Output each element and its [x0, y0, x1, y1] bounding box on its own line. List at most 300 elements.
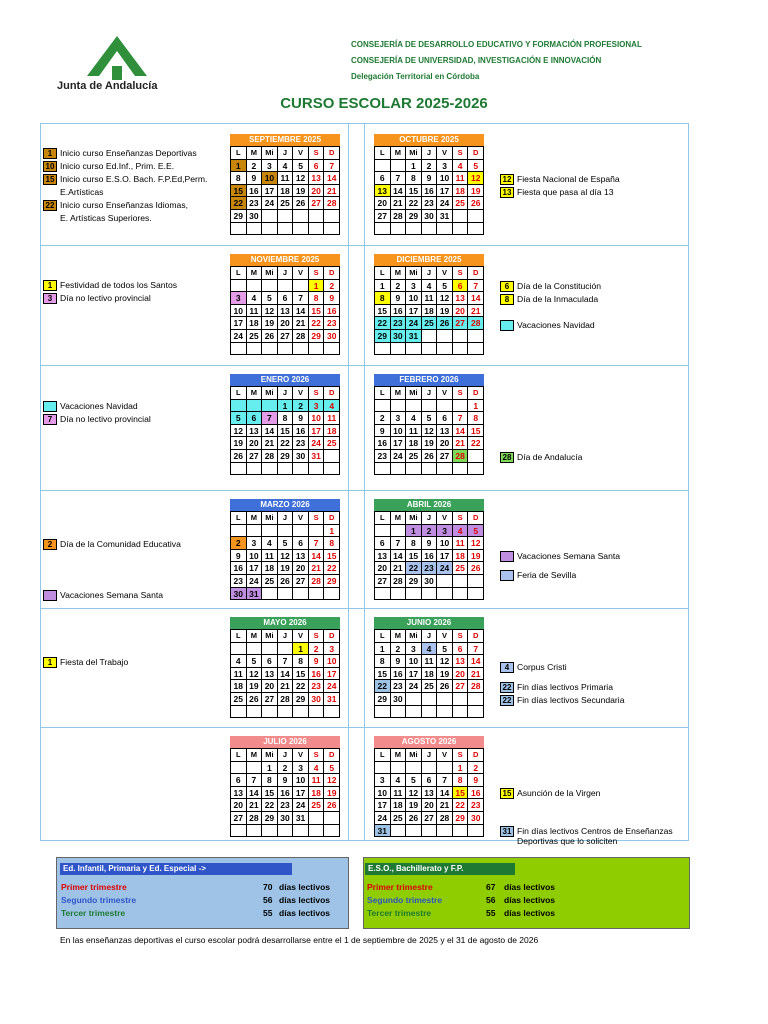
- day-cell: 24: [231, 330, 247, 343]
- empty-day: [468, 210, 484, 223]
- day-cell: 9: [324, 292, 340, 305]
- day-cell: 27: [262, 693, 278, 706]
- day-cell: 1: [278, 400, 294, 413]
- legend-swatch: 31: [500, 826, 514, 837]
- day-cell: 10: [231, 305, 247, 318]
- weekday-header: J: [278, 387, 294, 400]
- legend-swatch: 10: [43, 161, 57, 172]
- month-grid: [374, 511, 484, 600]
- month-grid: [374, 748, 484, 837]
- empty-day: [309, 463, 325, 476]
- day-cell: 3: [262, 160, 278, 173]
- empty-day: [422, 463, 438, 476]
- empty-day: [437, 762, 453, 775]
- empty-day: [468, 330, 484, 343]
- day-cell: 27: [375, 575, 391, 588]
- day-cell: 4: [231, 655, 247, 668]
- day-cell: 28: [247, 812, 263, 825]
- day-cell: 19: [324, 787, 340, 800]
- day-cell: 7: [468, 280, 484, 293]
- day-cell: 28: [324, 197, 340, 210]
- empty-day: [231, 762, 247, 775]
- day-cell: 14: [453, 425, 469, 438]
- empty-day: [231, 223, 247, 236]
- day-cell: 6: [422, 774, 438, 787]
- day-cell: 6: [293, 537, 309, 550]
- day-cell: 5: [406, 774, 422, 787]
- weekday-header: D: [324, 387, 340, 400]
- day-cell: 27: [278, 330, 294, 343]
- day-cell: 29: [278, 450, 294, 463]
- month-grid: [374, 386, 484, 475]
- empty-day: [278, 223, 294, 236]
- empty-day: [324, 588, 340, 601]
- legend-text: Día de la Comunidad Educativa: [60, 539, 181, 549]
- summary-box-secondary: [363, 857, 690, 929]
- day-cell: 19: [422, 437, 438, 450]
- day-cell: 7: [391, 172, 407, 185]
- empty-day: [278, 643, 294, 656]
- weekday-header: J: [278, 512, 294, 525]
- weekday-header: Mi: [262, 749, 278, 762]
- month-grid: [230, 629, 340, 718]
- day-cell: 14: [309, 550, 325, 563]
- day-cell: 18: [453, 185, 469, 198]
- day-cell: 1: [375, 280, 391, 293]
- empty-day: [262, 588, 278, 601]
- day-cell: 13: [278, 305, 294, 318]
- day-cell: 5: [278, 537, 294, 550]
- weekday-header: V: [437, 630, 453, 643]
- day-cell: 17: [324, 668, 340, 681]
- day-cell: 30: [293, 450, 309, 463]
- day-cell: 9: [293, 412, 309, 425]
- day-cell: 13: [375, 185, 391, 198]
- day-cell: 20: [437, 437, 453, 450]
- weekday-header: Mi: [262, 147, 278, 160]
- day-cell: 15: [453, 787, 469, 800]
- legend-text: Día de Andalucía: [517, 452, 583, 462]
- day-cell: 20: [278, 317, 294, 330]
- weekday-header: L: [231, 267, 247, 280]
- empty-day: [468, 693, 484, 706]
- day-cell: 10: [437, 537, 453, 550]
- day-cell: 8: [453, 774, 469, 787]
- weekday-header: L: [375, 387, 391, 400]
- day-cell: 5: [468, 525, 484, 538]
- day-cell: 22: [231, 197, 247, 210]
- day-cell: 1: [468, 400, 484, 413]
- empty-day: [453, 400, 469, 413]
- day-cell: 25: [231, 693, 247, 706]
- day-cell: 27: [293, 575, 309, 588]
- legend-text: Fiesta que pasa al día 13: [517, 187, 614, 197]
- legend-text: Asunción de la Virgen: [517, 788, 601, 798]
- empty-day: [247, 280, 263, 293]
- day-cell: 2: [391, 280, 407, 293]
- day-cell: 20: [375, 197, 391, 210]
- empty-day: [391, 160, 407, 173]
- legend-swatch: [43, 590, 57, 601]
- weekday-header: M: [391, 749, 407, 762]
- day-cell: 10: [406, 292, 422, 305]
- day-cell: 25: [406, 450, 422, 463]
- page-title: CURSO ESCOLAR 2025-2026: [280, 95, 488, 112]
- empty-day: [391, 706, 407, 719]
- day-cell: 15: [406, 550, 422, 563]
- weekday-header: S: [453, 387, 469, 400]
- empty-day: [406, 825, 422, 838]
- empty-day: [247, 762, 263, 775]
- empty-day: [406, 693, 422, 706]
- term-label: Primer trimestre: [61, 882, 127, 892]
- weekday-header: Mi: [406, 267, 422, 280]
- day-cell: 24: [391, 450, 407, 463]
- weekday-header: D: [324, 512, 340, 525]
- empty-day: [293, 343, 309, 356]
- day-cell: 9: [422, 172, 438, 185]
- day-cell: 22: [406, 197, 422, 210]
- month-title: OCTUBRE 2025: [374, 134, 484, 146]
- empty-day: [391, 525, 407, 538]
- day-cell: 17: [406, 668, 422, 681]
- empty-day: [247, 463, 263, 476]
- month-title: JULIO 2026: [230, 736, 340, 748]
- day-cell: 19: [231, 437, 247, 450]
- day-cell: 20: [309, 185, 325, 198]
- day-cell: 4: [262, 537, 278, 550]
- empty-day: [278, 463, 294, 476]
- day-cell: 4: [278, 160, 294, 173]
- empty-day: [406, 400, 422, 413]
- empty-day: [262, 825, 278, 838]
- day-cell: 27: [453, 680, 469, 693]
- empty-day: [468, 223, 484, 236]
- day-cell: 19: [468, 550, 484, 563]
- empty-day: [231, 706, 247, 719]
- summary-header-primary: Ed. Infantil, Primaria y Ed. Especial ->: [60, 863, 292, 875]
- day-cell: 22: [406, 562, 422, 575]
- month-calendar: [374, 134, 484, 235]
- month-grid: [230, 511, 340, 600]
- day-cell: 14: [391, 185, 407, 198]
- day-cell: 4: [453, 160, 469, 173]
- day-cell: 28: [278, 693, 294, 706]
- month-title: AGOSTO 2026: [374, 736, 484, 748]
- legend-text: Fin días lectivos Primaria: [517, 682, 613, 692]
- day-cell: 25: [262, 575, 278, 588]
- day-cell: 30: [278, 812, 294, 825]
- empty-day: [309, 825, 325, 838]
- day-cell: 23: [324, 317, 340, 330]
- day-cell: 5: [324, 762, 340, 775]
- day-cell: 20: [247, 437, 263, 450]
- day-cell: 23: [309, 680, 325, 693]
- day-cell: 13: [247, 425, 263, 438]
- month-title: ABRIL 2026: [374, 499, 484, 511]
- empty-day: [309, 588, 325, 601]
- empty-day: [247, 825, 263, 838]
- empty-day: [231, 463, 247, 476]
- day-cell: 3: [406, 280, 422, 293]
- day-cell: 10: [406, 655, 422, 668]
- day-cell: 16: [324, 305, 340, 318]
- term-count: 55: [486, 908, 496, 918]
- empty-day: [375, 588, 391, 601]
- day-cell: 12: [437, 292, 453, 305]
- day-cell: 25: [309, 799, 325, 812]
- day-cell: 13: [262, 668, 278, 681]
- day-cell: 14: [278, 668, 294, 681]
- weekday-header: M: [391, 512, 407, 525]
- empty-day: [324, 463, 340, 476]
- empty-day: [247, 706, 263, 719]
- day-cell: 7: [324, 160, 340, 173]
- day-cell: 23: [468, 799, 484, 812]
- day-cell: 18: [406, 437, 422, 450]
- day-cell: 20: [375, 562, 391, 575]
- empty-day: [375, 343, 391, 356]
- day-cell: 27: [375, 210, 391, 223]
- legend-text: Fin días lectivos Centros de Enseñanzas: [517, 826, 673, 836]
- legend-swatch: 1: [43, 657, 57, 668]
- legend-swatch: 6: [500, 281, 514, 292]
- day-cell: 26: [262, 330, 278, 343]
- day-cell: 16: [231, 562, 247, 575]
- day-cell: 28: [391, 575, 407, 588]
- day-cell: 8: [324, 537, 340, 550]
- day-cell: 30: [391, 693, 407, 706]
- day-cell: 19: [293, 185, 309, 198]
- day-cell: 1: [453, 762, 469, 775]
- day-cell: 22: [262, 799, 278, 812]
- month-grid: [230, 146, 340, 235]
- empty-day: [231, 343, 247, 356]
- day-cell: 4: [309, 762, 325, 775]
- weekday-header: J: [422, 147, 438, 160]
- empty-day: [453, 693, 469, 706]
- empty-day: [293, 463, 309, 476]
- legend-swatch: [43, 401, 57, 412]
- weekday-header: Mi: [406, 512, 422, 525]
- day-cell: 3: [293, 762, 309, 775]
- day-cell: 22: [293, 680, 309, 693]
- day-cell: 28: [453, 450, 469, 463]
- day-cell: 10: [262, 172, 278, 185]
- empty-day: [247, 400, 263, 413]
- day-cell: 17: [437, 185, 453, 198]
- day-cell: 2: [309, 643, 325, 656]
- col-divider: [348, 123, 349, 841]
- day-cell: 21: [453, 437, 469, 450]
- weekday-header: J: [278, 749, 294, 762]
- empty-day: [293, 280, 309, 293]
- weekday-header: M: [247, 147, 263, 160]
- day-cell: 21: [437, 799, 453, 812]
- legend-text: Día de la Inmaculada: [517, 294, 599, 304]
- day-cell: 11: [262, 550, 278, 563]
- day-cell: 18: [422, 668, 438, 681]
- day-cell: 29: [231, 210, 247, 223]
- empty-day: [262, 280, 278, 293]
- legend-text: Deportivas que lo soliciten: [517, 836, 618, 846]
- weekday-header: L: [231, 512, 247, 525]
- day-cell: 4: [422, 280, 438, 293]
- empty-day: [391, 588, 407, 601]
- empty-day: [422, 588, 438, 601]
- day-cell: 8: [406, 172, 422, 185]
- day-cell: 20: [453, 305, 469, 318]
- empty-day: [437, 400, 453, 413]
- day-cell: 19: [247, 680, 263, 693]
- day-cell: 24: [437, 197, 453, 210]
- day-cell: 6: [375, 537, 391, 550]
- empty-day: [453, 575, 469, 588]
- day-cell: 25: [324, 437, 340, 450]
- legend-swatch: 2: [43, 539, 57, 550]
- day-cell: 3: [309, 400, 325, 413]
- day-cell: 22: [309, 317, 325, 330]
- empty-day: [422, 693, 438, 706]
- weekday-header: J: [422, 267, 438, 280]
- day-cell: 15: [278, 425, 294, 438]
- day-cell: 14: [391, 550, 407, 563]
- weekday-header: M: [391, 147, 407, 160]
- legend-text: Día no lectivo provincial: [60, 414, 151, 424]
- legend-text: E. Artísticas Superiores.: [60, 213, 152, 223]
- day-cell: 20: [293, 562, 309, 575]
- month-grid: [230, 266, 340, 355]
- day-cell: 24: [293, 799, 309, 812]
- day-cell: 1: [262, 762, 278, 775]
- day-cell: 14: [468, 655, 484, 668]
- weekday-header: V: [293, 387, 309, 400]
- day-cell: 16: [309, 668, 325, 681]
- day-cell: 14: [247, 787, 263, 800]
- day-cell: 4: [324, 400, 340, 413]
- day-cell: 27: [422, 812, 438, 825]
- legend-text: Fiesta del Trabajo: [60, 657, 129, 667]
- day-cell: 8: [278, 412, 294, 425]
- weekday-header: M: [247, 749, 263, 762]
- weekday-header: S: [309, 749, 325, 762]
- day-cell: 18: [262, 562, 278, 575]
- empty-day: [324, 343, 340, 356]
- empty-day: [309, 210, 325, 223]
- day-cell: 10: [391, 425, 407, 438]
- month-grid: [374, 266, 484, 355]
- legend-swatch: [500, 570, 514, 581]
- empty-day: [262, 210, 278, 223]
- legend-text: Vacaciones Semana Santa: [517, 551, 621, 561]
- day-cell: 9: [375, 425, 391, 438]
- day-cell: 11: [422, 655, 438, 668]
- day-cell: 12: [437, 655, 453, 668]
- weekday-header: V: [437, 147, 453, 160]
- day-cell: 23: [247, 197, 263, 210]
- day-cell: 1: [309, 280, 325, 293]
- footer-note: En las enseñanzas deportivas el curso escolar podrá desarrollarse entre el 1 de septiembre de 2025 y el 31 de agosto de 2026: [60, 935, 539, 945]
- day-cell: 2: [391, 643, 407, 656]
- day-cell: 12: [468, 172, 484, 185]
- weekday-header: Mi: [406, 147, 422, 160]
- empty-day: [437, 463, 453, 476]
- day-cell: 25: [422, 680, 438, 693]
- term-count: 67: [486, 882, 496, 892]
- empty-day: [262, 706, 278, 719]
- day-cell: 14: [437, 787, 453, 800]
- legend-text: Inicio curso E.S.O. Bach. F.P.Ed,Perm.: [60, 174, 208, 184]
- day-cell: 27: [437, 450, 453, 463]
- day-cell: 22: [375, 317, 391, 330]
- empty-day: [309, 525, 325, 538]
- day-cell: 21: [309, 562, 325, 575]
- day-cell: 19: [437, 668, 453, 681]
- day-cell: 17: [437, 550, 453, 563]
- term-count: 56: [486, 895, 496, 905]
- weekday-header: Mi: [406, 387, 422, 400]
- month-calendar: [230, 134, 340, 235]
- empty-day: [324, 223, 340, 236]
- weekday-header: S: [309, 630, 325, 643]
- empty-day: [293, 706, 309, 719]
- day-cell: 26: [406, 812, 422, 825]
- day-cell: 1: [406, 525, 422, 538]
- day-cell: 26: [468, 562, 484, 575]
- day-cell: 15: [468, 425, 484, 438]
- day-cell: 20: [453, 668, 469, 681]
- weekday-header: Mi: [262, 512, 278, 525]
- empty-day: [375, 525, 391, 538]
- month-grid: [230, 748, 340, 837]
- day-cell: 9: [422, 537, 438, 550]
- empty-day: [262, 400, 278, 413]
- term-unit: días lectivos: [279, 895, 331, 905]
- weekday-header: L: [231, 630, 247, 643]
- day-cell: 5: [468, 160, 484, 173]
- weekday-header: V: [293, 749, 309, 762]
- day-cell: 17: [293, 787, 309, 800]
- day-cell: 11: [247, 305, 263, 318]
- day-cell: 2: [247, 160, 263, 173]
- weekday-header: J: [278, 630, 294, 643]
- empty-day: [406, 706, 422, 719]
- day-cell: 20: [262, 680, 278, 693]
- legend-swatch: 15: [500, 788, 514, 799]
- day-cell: 11: [453, 537, 469, 550]
- day-cell: 12: [422, 425, 438, 438]
- empty-day: [406, 588, 422, 601]
- legend-swatch: 8: [500, 294, 514, 305]
- day-cell: 26: [231, 450, 247, 463]
- empty-day: [309, 812, 325, 825]
- day-cell: 12: [278, 550, 294, 563]
- weekday-header: M: [391, 387, 407, 400]
- empty-day: [231, 825, 247, 838]
- month-calendar: [230, 499, 340, 600]
- day-cell: 12: [247, 668, 263, 681]
- day-cell: 7: [247, 774, 263, 787]
- empty-day: [437, 575, 453, 588]
- day-cell: 7: [293, 292, 309, 305]
- month-title: MAYO 2026: [230, 617, 340, 629]
- day-cell: 15: [231, 185, 247, 198]
- day-cell: 23: [422, 197, 438, 210]
- day-cell: 29: [453, 812, 469, 825]
- day-cell: 3: [437, 525, 453, 538]
- empty-day: [468, 450, 484, 463]
- weekday-header: M: [247, 630, 263, 643]
